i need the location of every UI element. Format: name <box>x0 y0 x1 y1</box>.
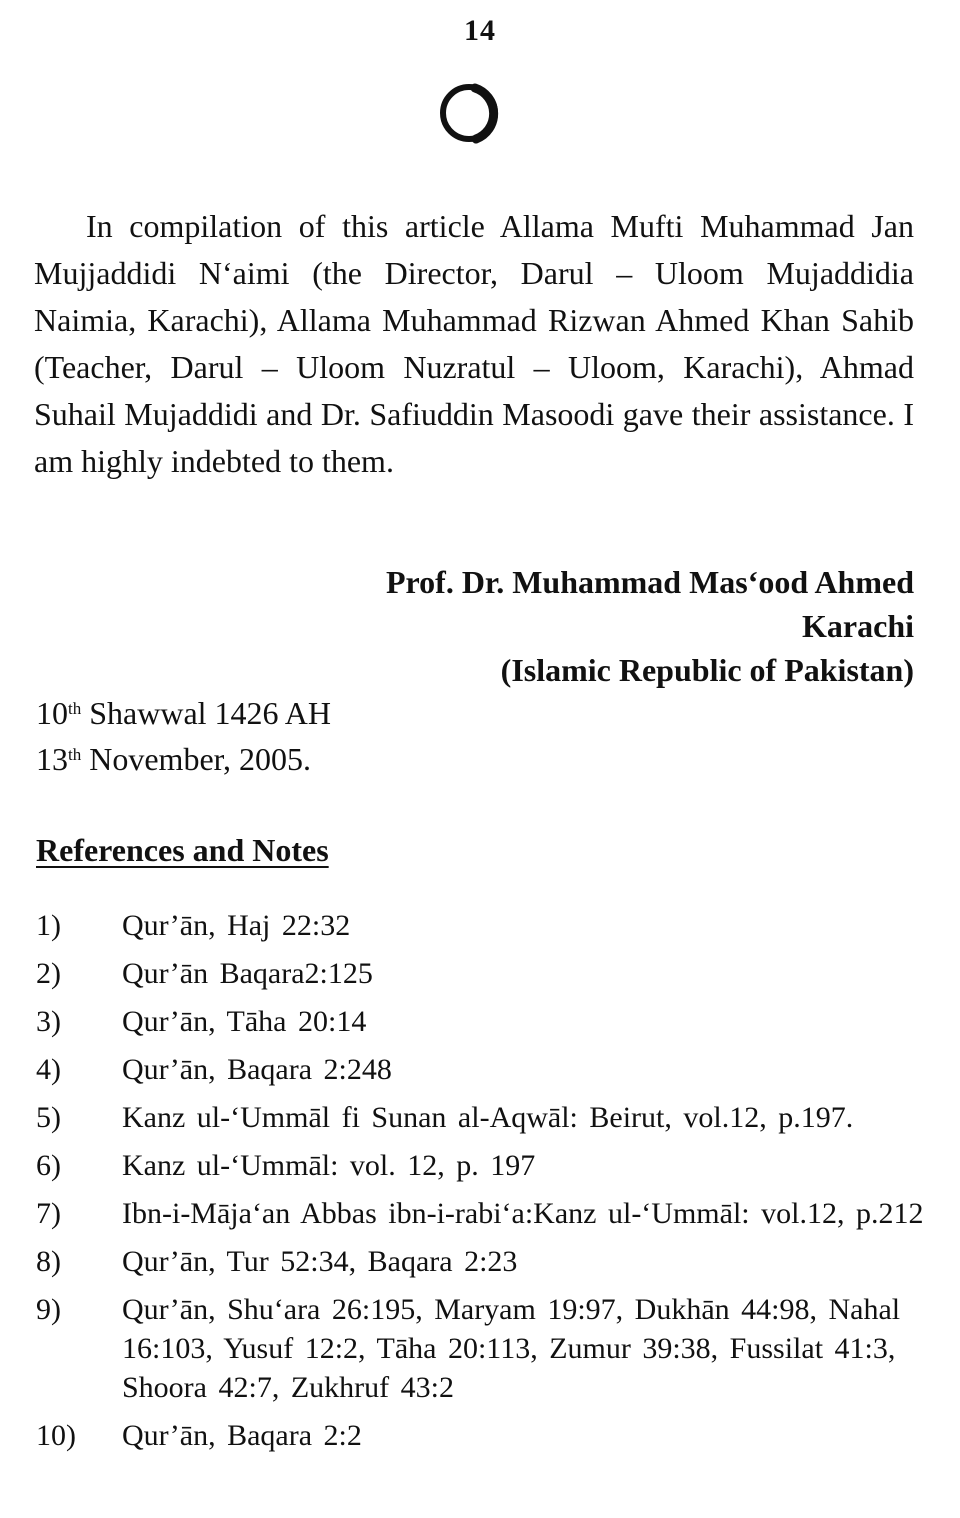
reference-number: 1) <box>36 909 61 942</box>
reference-number: 6) <box>36 1149 61 1182</box>
reference-text: Qur’ān, Baqara 2:2 <box>122 1419 362 1452</box>
reference-text: Qur’ān, Haj 22:32 <box>122 909 351 942</box>
reference-item <box>36 1194 926 1233</box>
reference-text: Qur’ān Baqara2:125 <box>122 957 373 990</box>
page-number: 14 <box>464 14 496 47</box>
crescent-circle-ornament-icon <box>435 80 507 146</box>
reference-text: Qur’ān, Tur 52:34, Baqara 2:23 <box>122 1245 518 1278</box>
references-heading: References and Notes <box>36 832 329 868</box>
hijri-date <box>36 690 331 736</box>
hijri-day: 10 <box>36 695 68 731</box>
reference-text: Qur’ān, Tāha 20:14 <box>122 1005 367 1038</box>
reference-item <box>36 1098 926 1137</box>
author-name: Prof. Dr. Muhammad Mas‘ood Ahmed <box>385 564 914 600</box>
author-city: Karachi <box>802 608 914 644</box>
reference-number: 8) <box>36 1245 61 1278</box>
reference-number: 9) <box>36 1293 61 1326</box>
reference-number: 3) <box>36 1005 61 1038</box>
signature-block <box>386 560 914 692</box>
reference-text: Qur’ān, Baqara 2:248 <box>122 1053 392 1086</box>
reference-item <box>36 1416 926 1455</box>
reference-item <box>36 906 926 945</box>
reference-number: 7) <box>36 1197 61 1230</box>
gregorian-day-suffix: th <box>68 745 82 764</box>
gregorian-date <box>36 736 331 782</box>
author-country: (Islamic Republic of Pakistan) <box>500 652 914 688</box>
reference-item <box>36 1002 926 1041</box>
reference-item <box>36 954 926 993</box>
reference-text: Kanz ul-‘Ummāl fi Sunan al-Aqwāl: Beirut, vol.12, p.197. <box>122 1101 854 1134</box>
gregorian-month-year: November, 2005. <box>89 741 312 777</box>
hijri-month-year: Shawwal 1426 AH <box>89 695 331 731</box>
reference-number: 2) <box>36 957 61 990</box>
hijri-day-suffix: th <box>68 699 82 718</box>
gregorian-day: 13 <box>36 741 68 777</box>
date-block <box>36 690 331 782</box>
reference-item <box>36 1290 926 1407</box>
references-list <box>36 906 926 1464</box>
reference-text: Ibn-i-Māja‘an Abbas ibn-i-rabi‘a:Kanz ul-‘Ummāl: vol.12, p.212 <box>122 1197 924 1230</box>
reference-item <box>36 1242 926 1281</box>
reference-item <box>36 1146 926 1185</box>
reference-text: Kanz ul-‘Ummāl: vol. 12, p. 197 <box>122 1149 536 1182</box>
acknowledgement-paragraph: In compilation of this article Allama Mufti Muhammad Jan Mujjaddidi N‘aimi (the Director, Darul – Uloom Mujaddidia Naimia, Karachi), Allama Muhammad Rizwan Ahmed Khan Sahib (Teacher, Darul – Uloom Nuzratul – Uloom, Karachi), Ahmad Suhail Mujaddidi and Dr. Safiuddin Masoodi gave their assistance. I am highly indebted to them. <box>34 208 914 479</box>
reference-number: 4) <box>36 1053 61 1086</box>
reference-number: 10) <box>36 1419 76 1452</box>
reference-item <box>36 1050 926 1089</box>
reference-number: 5) <box>36 1101 61 1134</box>
reference-text: Qur’ān, Shu‘ara 26:195, Maryam 19:97, Dukhān 44:98, Nahal 16:103, Yusuf 12:2, Tāha 20:113, Zumur 39:38, Fussilat 41:3, Shoora 42:7, Zukhruf 43:2 <box>122 1293 901 1404</box>
